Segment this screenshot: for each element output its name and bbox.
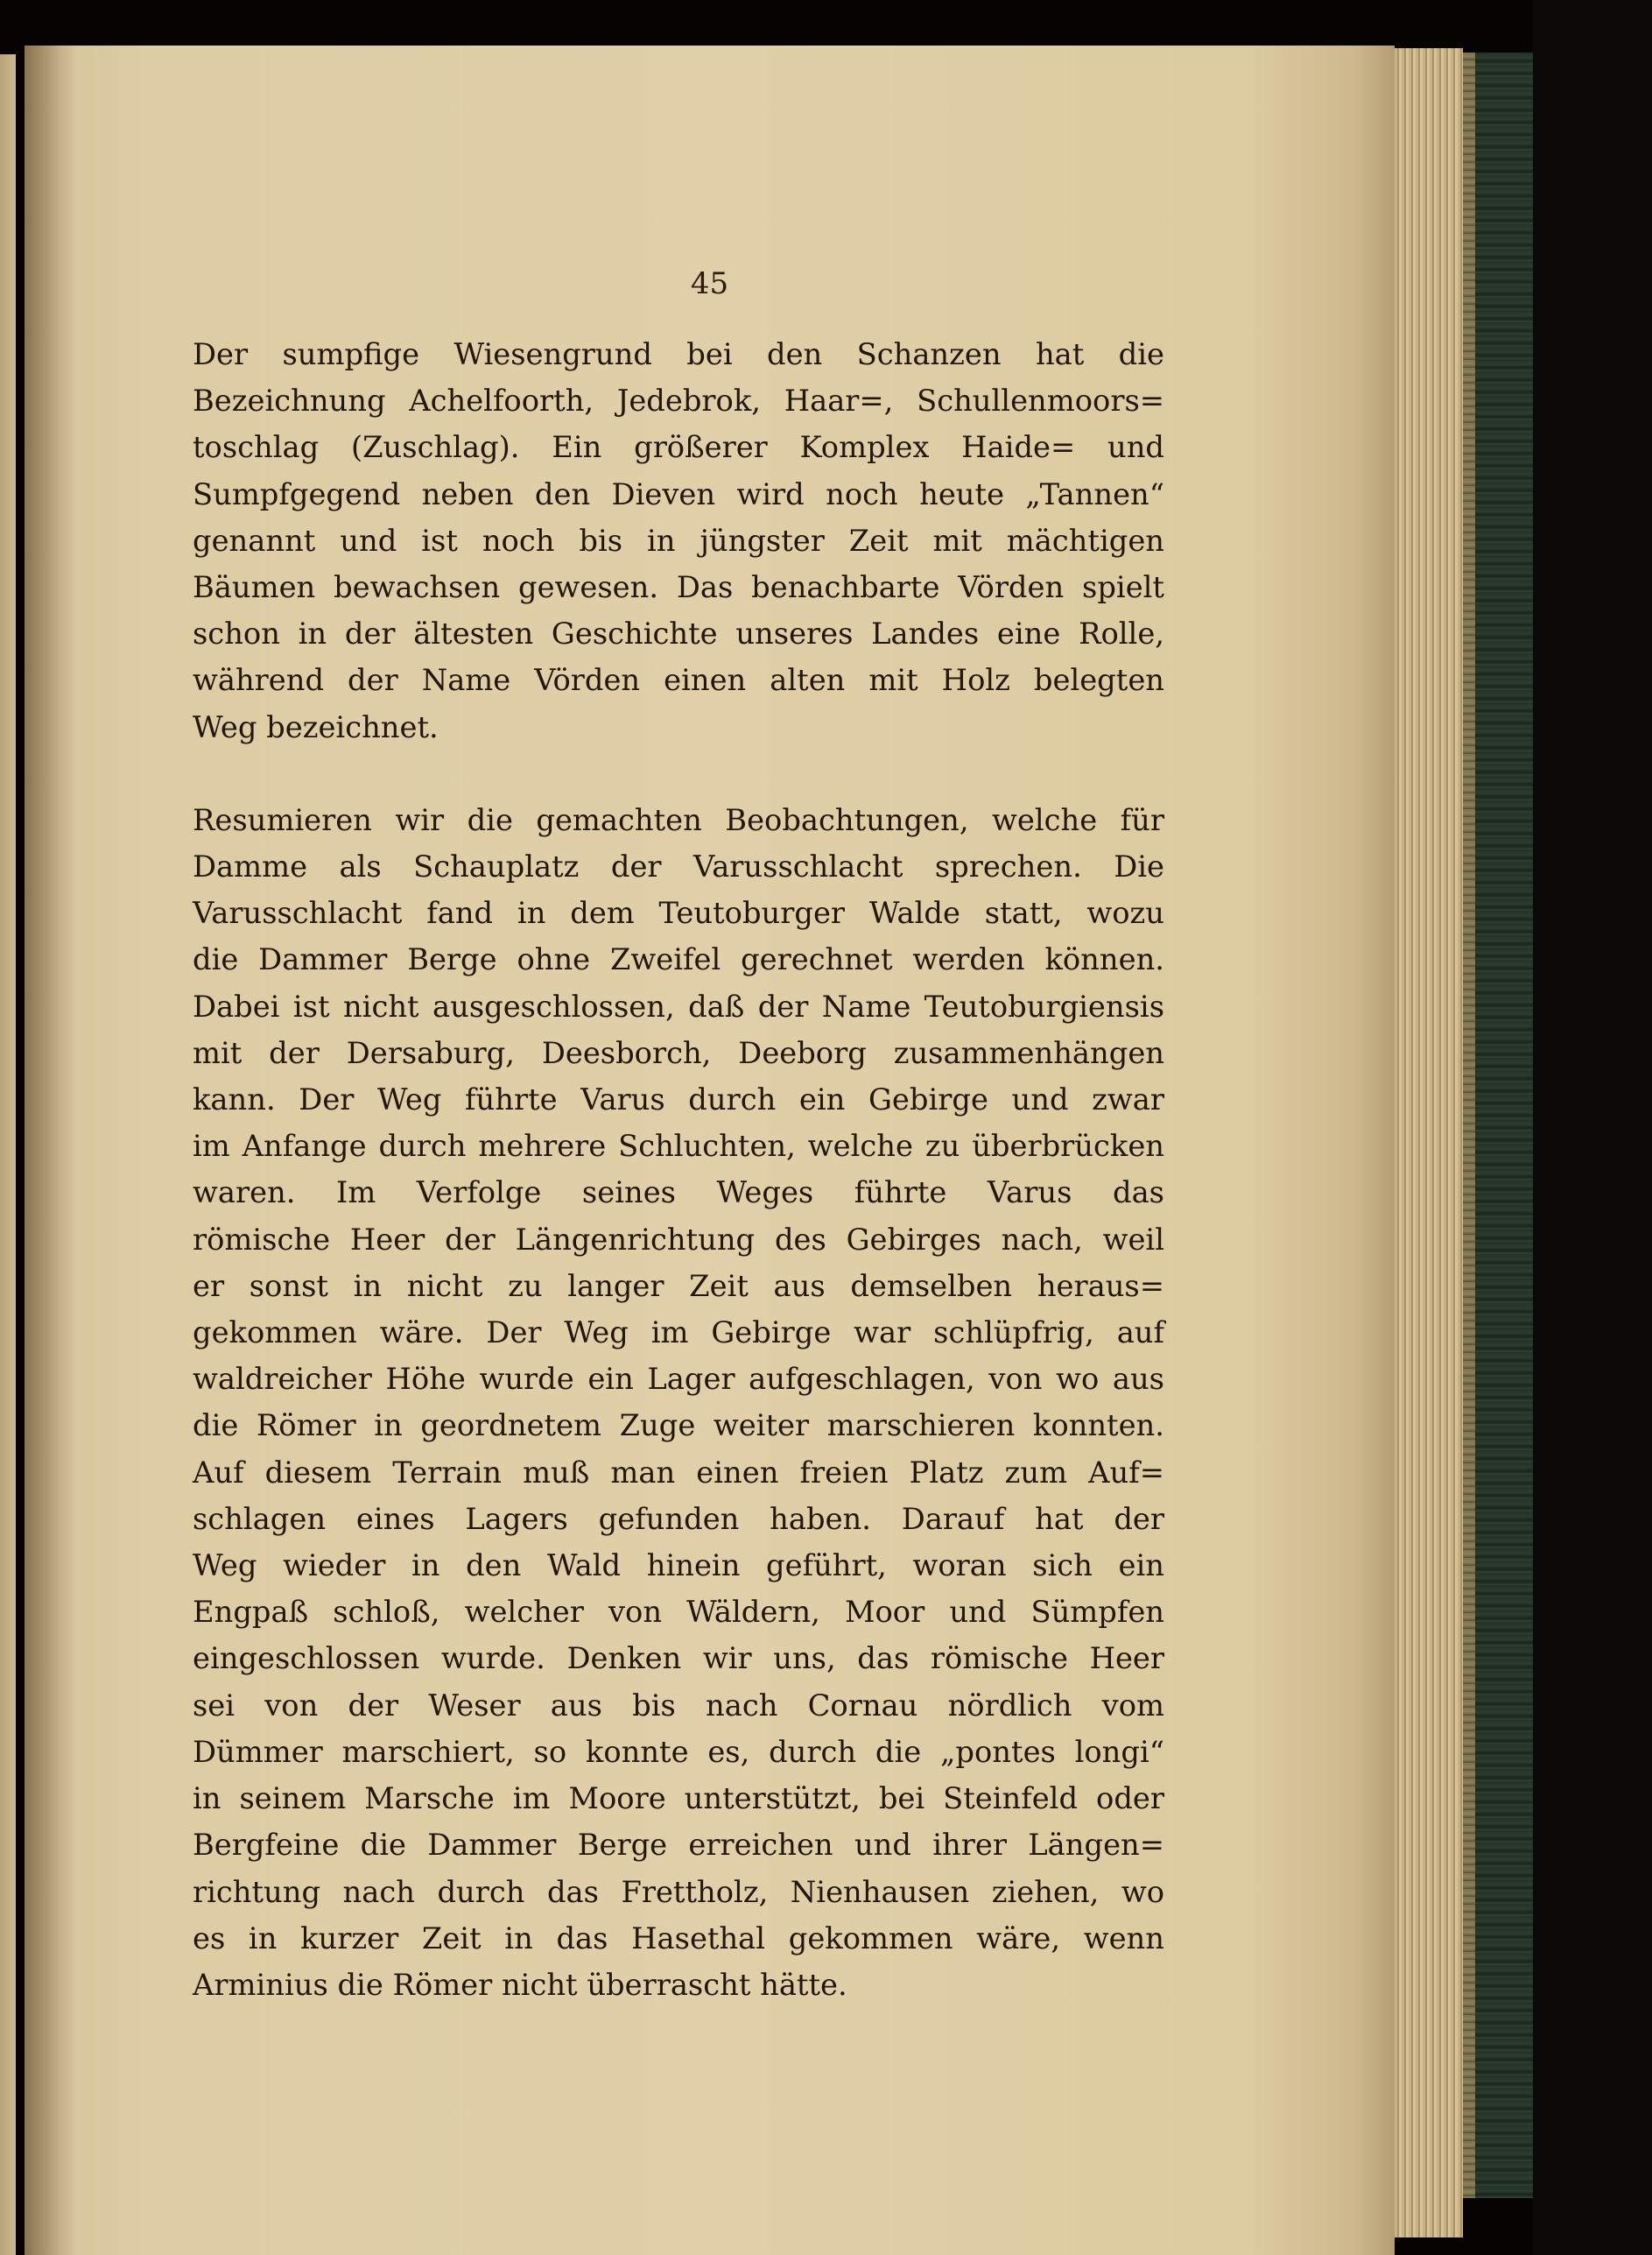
text-line: toschlag (Zuschlag). Ein größerer Komplex Haide= und	[193, 430, 1164, 465]
text-line: Dümmer marschiert, so konnte es, durch die „pontes longi“	[193, 1734, 1164, 1769]
cover-edge	[1463, 53, 1475, 2198]
text-line: waren. Im Verfolge seines Weges führte Varus das	[193, 1175, 1164, 1210]
text-line: Resumieren wir die gemachten Beobachtungen, welche für	[193, 802, 1164, 837]
text-line: eingeschlossen wurde. Denken wir uns, das römische Heer	[193, 1641, 1164, 1676]
text-line: Engpaß schloß, welcher von Wäldern, Moor und Sümpfen	[193, 1595, 1164, 1630]
book-page	[25, 46, 1395, 2255]
page-text	[193, 331, 1164, 2008]
text-line: richtung nach durch das Frettholz, Nienhausen ziehen, wo	[193, 1874, 1164, 1909]
text-line: Weg bezeichnet.	[193, 709, 439, 744]
text-line: Arminius die Römer nicht überrascht hätte.	[193, 1967, 847, 2002]
text-line: in seinem Marsche im Moore unterstützt, bei Steinfeld oder	[193, 1781, 1164, 1816]
text-line: mit der Dersaburg, Deesborch, Deeborg zusammenhängen	[193, 1035, 1164, 1070]
facing-page-edge	[0, 54, 16, 2255]
text-line: Bezeichnung Achelfoorth, Jedebrok, Haar=, Schullenmoors=	[193, 384, 1164, 419]
text-line: Bäumen bewachsen gewesen. Das benachbarte Vörden spielt	[193, 570, 1164, 605]
text-line: Dabei ist nicht ausgeschlossen, daß der Name Teutoburgiensis	[193, 989, 1164, 1024]
text-line: schlagen eines Lagers gefunden haben. Darauf hat der	[193, 1501, 1164, 1536]
text-line: es in kurzer Zeit in das Hasethal gekommen wäre, wenn	[193, 1920, 1164, 1956]
text-line: er sonst in nicht zu langer Zeit aus demselben heraus=	[193, 1268, 1164, 1303]
text-line: waldreicher Höhe wurde ein Lager aufgeschlagen, von wo aus	[193, 1362, 1164, 1397]
text-line: während der Name Vörden einen alten mit Holz belegten	[193, 663, 1164, 698]
text-line: genannt und ist noch bis in jüngster Zeit mit mächtigen	[193, 523, 1164, 558]
paragraph-gap	[193, 750, 1164, 797]
page-number: 45	[690, 266, 729, 301]
text-line: sei von der Weser aus bis nach Cornau nördlich vom	[193, 1688, 1164, 1723]
text-line: Sumpfgegend neben den Dieven wird noch heute „Tannen“	[193, 476, 1164, 511]
text-line: Damme als Schauplatz der Varusschlacht sprechen. Die	[193, 849, 1164, 884]
text-line: Weg wieder in den Wald hinein geführt, woran sich ein	[193, 1548, 1164, 1583]
text-line: Auf diesem Terrain muß man einen freien Platz zum Auf=	[193, 1455, 1164, 1490]
text-line: im Anfange durch mehrere Schluchten, welche zu überbrücken	[193, 1129, 1164, 1164]
text-line: die Dammer Berge ohne Zweifel gerechnet werden können.	[193, 942, 1164, 977]
text-line: Bergfeine die Dammer Berge erreichen und ihrer Längen=	[193, 1828, 1164, 1863]
background	[1533, 0, 1652, 2255]
text-line: schon in der ältesten Geschichte unseres Landes eine Rolle,	[193, 617, 1164, 652]
text-line: Der sumpfige Wiesengrund bei den Schanzen hat die	[193, 337, 1164, 371]
text-line: römische Heer der Längenrichtung des Gebirges nach, weil	[193, 1222, 1164, 1257]
text-line: Varusschlacht fand in dem Teutoburger Walde statt, wozu	[193, 896, 1164, 931]
text-line: kann. Der Weg führte Varus durch ein Gebirge und zwar	[193, 1082, 1164, 1117]
stacked-page-edges	[1395, 48, 1463, 2237]
page-gutter-shadow	[25, 46, 77, 2255]
text-line: die Römer in geordnetem Zuge weiter marschieren konnten.	[193, 1408, 1164, 1443]
text-line: gekommen wäre. Der Weg im Gebirge war schlüpfrig, auf	[193, 1315, 1164, 1350]
